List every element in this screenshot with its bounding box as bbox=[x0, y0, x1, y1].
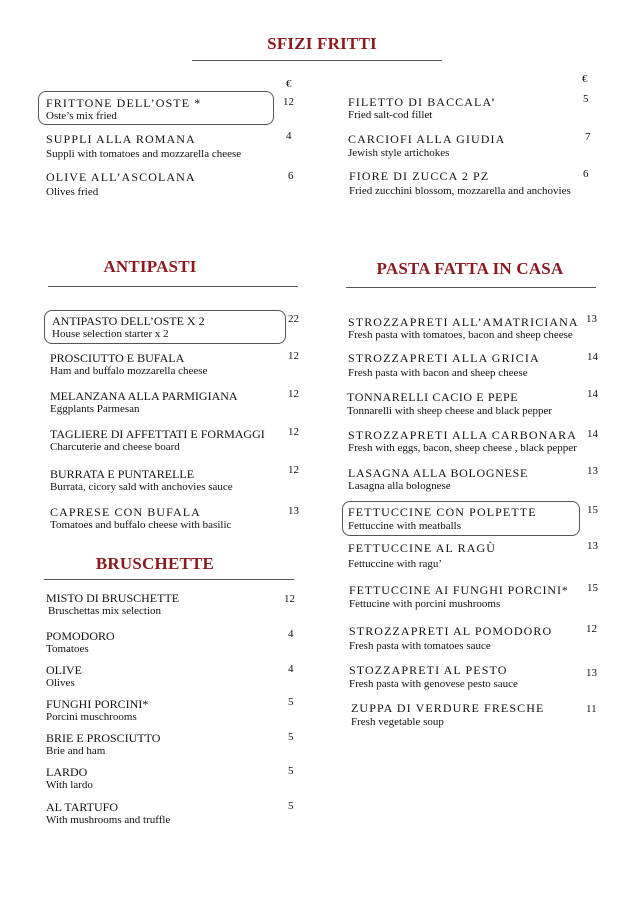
item-price: 5 bbox=[288, 731, 294, 743]
item-description: With mushrooms and truffle bbox=[46, 814, 171, 826]
menu-item bbox=[46, 731, 160, 758]
item-price: 14 bbox=[587, 388, 598, 400]
item-name: FETTUCCINE AL RAGÙ bbox=[348, 541, 497, 555]
item-price: 4 bbox=[288, 628, 294, 640]
item-price: 6 bbox=[583, 168, 589, 180]
item-description: Suppli with tomatoes and mozzarella cheese bbox=[46, 148, 242, 160]
item-description: Olives bbox=[46, 677, 75, 689]
item-price: 11 bbox=[586, 703, 597, 715]
pasta-rule bbox=[346, 287, 596, 288]
bruschette-heading: BRUSCHETTE bbox=[95, 554, 215, 573]
menu-item bbox=[348, 466, 528, 493]
item-name: LASAGNA ALLA BOLOGNESE bbox=[348, 466, 529, 480]
menu-item bbox=[50, 427, 265, 454]
menu-item bbox=[52, 314, 205, 341]
item-price: 22 bbox=[288, 313, 299, 325]
item-description: Oste’s mix fried bbox=[46, 110, 117, 122]
item-name: MELANZANA ALLA PARMIGIANA bbox=[50, 389, 238, 403]
item-name: BURRATA E PUNTARELLE bbox=[50, 467, 195, 481]
item-name: OLIVE ALL’ASCOLANA bbox=[46, 170, 196, 184]
item-description: Fettuccine with meatballs bbox=[348, 520, 462, 532]
menu-item bbox=[50, 505, 231, 532]
antipasti-rule bbox=[48, 286, 298, 287]
sfizi-fritti-heading: SFIZI FRITTI bbox=[267, 34, 377, 53]
item-price: 5 bbox=[288, 696, 294, 708]
item-description: Bruschettas mix selection bbox=[48, 605, 162, 617]
item-description: Ham and buffalo mozzarella cheese bbox=[50, 365, 208, 377]
item-price: 4 bbox=[288, 663, 294, 675]
item-description: Jewish style artichokes bbox=[348, 147, 450, 159]
item-price: 13 bbox=[586, 313, 597, 325]
item-description: Fettuccine with ragu’ bbox=[348, 558, 443, 570]
menu-item bbox=[50, 467, 233, 494]
item-name: FIORE DI ZUCCA 2 PZ bbox=[349, 169, 490, 183]
menu-item bbox=[46, 96, 201, 123]
menu-item bbox=[50, 351, 207, 378]
menu-item bbox=[349, 663, 518, 691]
item-name: ANTIPASTO DELL’OSTE X 2 bbox=[52, 314, 205, 328]
item-price: 14 bbox=[587, 351, 598, 363]
item-price: 13 bbox=[587, 540, 598, 552]
item-description: Brie and ham bbox=[46, 745, 106, 757]
menu-item bbox=[347, 390, 552, 418]
menu-item bbox=[46, 765, 93, 792]
item-name: STOZZAPRETI AL PESTO bbox=[349, 663, 508, 677]
item-description: Fresh pasta with bacon and sheep cheese bbox=[348, 367, 528, 379]
menu-item bbox=[349, 624, 552, 653]
item-name: POMODORO bbox=[46, 629, 115, 643]
pasta-heading: PASTA FATTA IN CASA bbox=[376, 259, 564, 278]
menu-item bbox=[46, 132, 241, 161]
bruschette-rule bbox=[44, 579, 294, 580]
item-name: FRITTONE DELL’OSTE * bbox=[46, 96, 202, 110]
item-description: With lardo bbox=[46, 779, 93, 791]
item-description: Tomatoes bbox=[46, 643, 89, 655]
menu-item bbox=[348, 428, 577, 455]
item-name: SUPPLI ALLA ROMANA bbox=[46, 132, 196, 146]
item-price: 12 bbox=[288, 388, 299, 400]
menu-item bbox=[46, 800, 170, 827]
item-price: 12 bbox=[284, 593, 295, 605]
item-description: Tomatoes and buffalo cheese with basilic bbox=[50, 519, 232, 531]
item-description: Fresh pasta with genovese pesto sauce bbox=[349, 678, 518, 690]
menu-item bbox=[46, 663, 82, 690]
item-price: 12 bbox=[288, 350, 299, 362]
currency-symbol: € bbox=[286, 78, 292, 90]
item-price: 12 bbox=[288, 426, 299, 438]
item-name: STROZZAPRETI ALLA GRICIA bbox=[348, 351, 540, 365]
item-description: Tonnarelli with sheep cheese and black pepper bbox=[347, 405, 553, 417]
item-name: TAGLIERE DI AFFETTATI E FORMAGGI bbox=[50, 427, 265, 441]
item-name: LARDO bbox=[46, 765, 88, 779]
currency-symbol: € bbox=[582, 73, 588, 85]
item-price: 15 bbox=[587, 504, 598, 516]
menu-item bbox=[348, 541, 496, 571]
menu-item bbox=[46, 591, 179, 618]
item-price: 13 bbox=[288, 505, 299, 517]
item-price: 13 bbox=[587, 465, 598, 477]
item-description: Charcuterie and cheese board bbox=[50, 441, 180, 453]
menu-item bbox=[349, 169, 571, 198]
item-price: 12 bbox=[283, 96, 294, 108]
antipasti-heading: ANTIPASTI bbox=[103, 257, 197, 276]
item-name: BRIE E PROSCIUTTO bbox=[46, 731, 161, 745]
item-price: 15 bbox=[587, 582, 598, 594]
menu-item bbox=[349, 583, 569, 611]
item-name: TONNARELLI CACIO E PEPE bbox=[347, 390, 519, 404]
item-price: 5 bbox=[583, 93, 589, 105]
item-name: STROZZAPRETI AL POMODORO bbox=[349, 624, 553, 638]
item-name: FETTUCCINE AI FUNGHI PORCINI* bbox=[349, 583, 569, 597]
menu-item bbox=[348, 95, 496, 122]
menu-item bbox=[348, 315, 579, 342]
item-name: AL TARTUFO bbox=[46, 800, 118, 814]
item-name: STROZZAPRETI ALL’AMATRICIANA bbox=[348, 315, 579, 329]
item-price: 5 bbox=[288, 765, 294, 777]
menu-item bbox=[348, 132, 505, 160]
item-description: Fresh pasta with tomatoes, bacon and sheep cheese bbox=[348, 329, 573, 341]
item-price: 5 bbox=[288, 800, 294, 812]
item-name: MISTO DI BRUSCHETTE bbox=[46, 591, 180, 605]
item-price: 6 bbox=[288, 170, 294, 182]
item-description: Fried salt-cod fillet bbox=[348, 109, 433, 121]
menu-item bbox=[46, 629, 115, 656]
item-name: STROZZAPRETI ALLA CARBONARA bbox=[348, 428, 578, 442]
item-name: PROSCIUTTO E BUFALA bbox=[50, 351, 185, 365]
menu-item bbox=[46, 697, 148, 724]
item-price: 7 bbox=[585, 131, 591, 143]
item-description: Olives fried bbox=[46, 186, 99, 198]
item-name: CARCIOFI ALLA GIUDIA bbox=[348, 132, 506, 146]
item-name: ZUPPA DI VERDURE FRESCHE bbox=[351, 701, 545, 715]
item-price: 12 bbox=[586, 623, 597, 635]
sfizi-fritti-rule bbox=[192, 60, 442, 61]
item-price: 14 bbox=[587, 428, 598, 440]
menu-item bbox=[46, 170, 196, 199]
item-description: Eggplants Parmesan bbox=[50, 403, 140, 415]
item-description: House selection starter x 2 bbox=[52, 328, 169, 340]
item-description: Fresh vegetable soup bbox=[351, 716, 444, 728]
menu-item bbox=[348, 351, 540, 380]
menu-item bbox=[50, 389, 238, 416]
item-description: Porcini muschrooms bbox=[46, 711, 137, 723]
item-price: 4 bbox=[286, 130, 292, 142]
item-description: Fried zucchini blossom, mozzarella and anchovies bbox=[349, 185, 571, 197]
item-name: OLIVE bbox=[46, 663, 82, 677]
item-name: FUNGHI PORCINI* bbox=[46, 697, 149, 711]
item-description: Fresh pasta with tomatoes sauce bbox=[349, 640, 491, 652]
item-description: Lasagna alla bolognese bbox=[348, 480, 451, 492]
item-name: FILETTO DI BACCALA’ bbox=[348, 95, 497, 109]
item-price: 13 bbox=[586, 667, 597, 679]
item-name: FETTUCCINE CON POLPETTE bbox=[348, 505, 537, 519]
item-description: Fettucine with porcini mushrooms bbox=[349, 598, 501, 610]
menu-item bbox=[348, 505, 537, 533]
menu-item bbox=[351, 701, 544, 729]
item-price: 12 bbox=[288, 464, 299, 476]
item-name: CAPRESE CON BUFALA bbox=[50, 505, 201, 519]
item-description: Burrata, cicory sald with anchovies sauce bbox=[50, 481, 233, 493]
item-description: Fresh with eggs, bacon, sheep cheese , black pepper bbox=[348, 442, 577, 454]
